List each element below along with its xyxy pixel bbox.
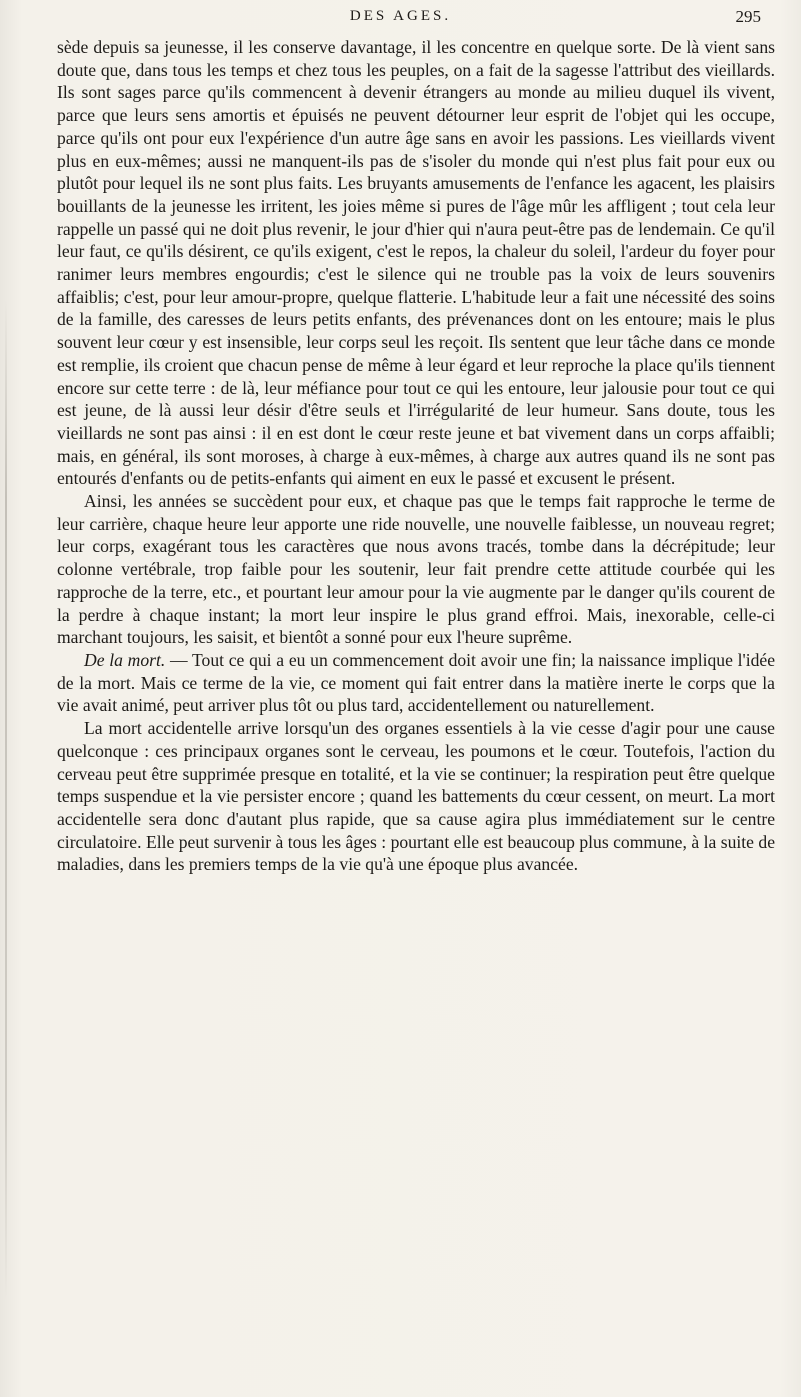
body-text [57, 36, 775, 876]
running-head: DES AGES. [349, 8, 452, 24]
page-header [0, 8, 801, 30]
paragraph-accidental-death: La mort accidentelle arrive lorsqu'un des organes essentiels à la vie cesse d'agir pour une cause quelconque : ces principaux organes sont le cerveau, les poumons et le cœur. Toutefois, l'action du cerveau peut être supprimée presque en totalité, et la vie se continuer; la respiration peut être quelque temps suspendue et la vie persister encore ; quand les battements du cœur cessent, on meurt. La mort accidentelle sera donc d'autant plus rapide, que sa cause agira plus immédiatement sur le centre circulatoire. Elle peut survenir à tous les âges : pourtant elle est beaucoup plus commune, à la suite de maladies, dans les premiers temps de la vie qu'à une époque plus avancée. [57, 718, 775, 875]
paragraph-death-intro-text: — Tout ce qui a eu un commencement doit avoir une fin; la naissance implique l'idée de la mort. Mais ce terme de la vie, ce moment qui fait entrer dans la matière inerte le corps que la vie avait animé, peut arriver plus tôt ou plus tard, accidentellement ou naturellement. [57, 649, 776, 716]
paragraph-continuation: sède depuis sa jeunesse, il les conserve davantage, il les concentre en quelque sorte. De là vient sans doute que, dans tous les temps et chez tous les peuples, on a fait de la sagesse l'attribut des vieillards. Ils sont sages parce qu'ils commencent à devenir étrangers au monde au milieu duquel ils vivent, parce que leurs sens amortis et épuisés ne peuvent détourner leur esprit de l'objet qui les occupe, parce qu'ils ont pour eux l'expérience d'un autre âge sans en avoir les passions. Les vieillards vivent plus en eux-mêmes; aussi ne manquent-ils pas de s'isoler du monde qui n'est plus fait pour eux ou plutôt pour lequel ils ne sont plus faits. Les bruyants amusements de l'enfance les agacent, les plaisirs bouillants de la jeunesse les irritent, les joies même si pures de l'âge mûr les affligent ; tout cela leur rappelle un passé qui ne doit plus revenir, le jour d'hier qui n'aura peut-être pas de lendemain. Ce qu'il leur faut, ce qu'ils désirent, ce qu'ils exigent, c'est le repos, la chaleur du soleil, l'ardeur du foyer pour ranimer leurs membres engourdis; c'est le silence qui ne trouble pas la voix de leurs souvenirs affaiblis; c'est, pour leur amour-propre, quelque flatterie. L'habitude leur a fait une nécessité des soins de la famille, des caresses de leurs petits enfants, des prévenances dont on les entoure; mais le plus souvent leur cœur y est insensible, leur corps seul les reçoit. Ils sentent que leur tâche dans ce monde est remplie, ils croient que chacun pense de même à leur égard et leur reproche la place qu'ils tiennent encore sur cette terre : de là, leur méfiance pour tout ce qui les entoure, leur jalousie pour tout ce qui est jeune, de là aussi leur désir d'être seuls et l'irrégularité de leur humeur. Sans doute, tous les vieillards ne sont pas ainsi : il en est dont le cœur reste jeune et bat vivement dans un corps affaibli; mais, en général, ils sont moroses, à charge à eux-mêmes, à charge aux autres quand ils ne sont pas entourés d'enfants ou de petits-enfants qui aiment en eux le passé et excusent le présent. [57, 37, 775, 489]
page-number: 295 [735, 7, 761, 26]
paragraph-death-intro [57, 649, 775, 717]
section-title: De la mort. [84, 649, 166, 670]
binding-shadow [5, 300, 7, 1300]
paragraph-years: Ainsi, les années se succèdent pour eux, et chaque pas que le temps fait rapproche le terme de leur carrière, chaque heure leur apporte une ride nouvelle, une nouvelle faiblesse, un nouveau regret; leur corps, exagérant tous les caractères que nous avons tracés, tombe dans la décrépitude; leur colonne vertébrale, trop faible pour les soutenir, leur fait prendre cette attitude courbée qui les rapproche de la terre, etc., et pourtant leur amour pour la vie augmente par le danger qu'ils courent de la perdre à chaque instant; la mort leur inspire le plus grand effroi. Mais, inexorable, celle-ci marchant toujours, les saisit, et bientôt a sonné pour eux l'heure suprême. [57, 491, 775, 648]
